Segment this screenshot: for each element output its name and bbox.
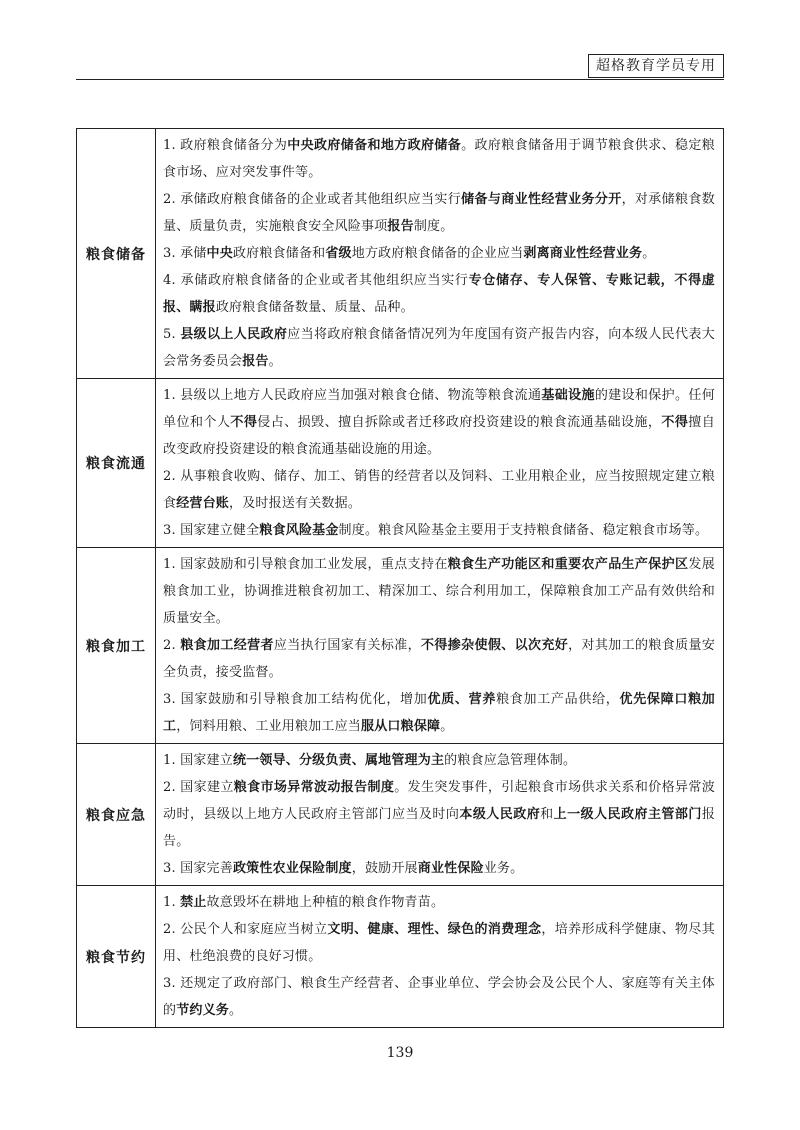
list-item bbox=[163, 186, 715, 240]
category-cell: 粮食流通 bbox=[77, 379, 156, 548]
list-item bbox=[163, 463, 715, 517]
body-text: ，对承储粮食数量、质量负责，实施粮食安全风险事项 bbox=[163, 192, 715, 234]
emphasis-text: 粮食生产功能区和重要农产品生产保护区 bbox=[447, 557, 689, 572]
body-text: 的建设和保护。任何单位和个人 bbox=[163, 388, 715, 430]
list-item bbox=[163, 774, 715, 855]
body-text: 应当将政府粮食储备情况列为年度国有资产报告内容，向本级人民代表大会常务委员会 bbox=[163, 327, 715, 369]
table-row bbox=[77, 744, 724, 886]
body-text: 擅自改变政府投资建设的粮食流通基础设施的用途。 bbox=[163, 415, 715, 457]
body-text: 。政府粮食储备用于调节粮食供求、稳定粮食市场、应对突发事件等。 bbox=[163, 138, 715, 180]
emphasis-text: 报告 bbox=[242, 354, 269, 369]
list-item bbox=[163, 889, 715, 916]
list-item bbox=[163, 132, 715, 186]
emphasis-text: 剥离商业性经营业务 bbox=[523, 246, 643, 261]
emphasis-text: 不得 bbox=[661, 415, 689, 430]
category-cell: 粮食加工 bbox=[77, 548, 156, 744]
emphasis-text: 中央 bbox=[206, 246, 233, 261]
emphasis-text: 上一级人民政府主管部门 bbox=[553, 807, 702, 822]
body-text: 政府粮食储备数量、质量、品种。 bbox=[215, 300, 414, 315]
body-text: 。 bbox=[440, 719, 454, 734]
list-item bbox=[163, 970, 715, 1024]
body-text: 粮食加工产品供给， bbox=[496, 692, 620, 707]
category-cell: 粮食储备 bbox=[77, 129, 156, 379]
body-text: 发展粮食加工业，协调推进粮食初加工、精深加工、综合利用加工，保障粮食加工产品有效供给和质量安全。 bbox=[163, 557, 715, 626]
category-cell: 粮食节约 bbox=[77, 886, 156, 1028]
header-divider bbox=[76, 79, 724, 80]
body-text: 业务。 bbox=[483, 861, 524, 876]
content-cell bbox=[156, 744, 724, 886]
table-row bbox=[77, 129, 724, 379]
body-text: 制度。 bbox=[413, 219, 454, 234]
table-body bbox=[77, 129, 724, 1028]
emphasis-text: 节约义务 bbox=[176, 1003, 230, 1018]
body-text: 3. 国家完善 bbox=[163, 861, 233, 876]
emphasis-text: 省级 bbox=[325, 246, 352, 261]
list-item bbox=[163, 747, 715, 774]
emphasis-text: 政策性农业保险制度 bbox=[232, 861, 352, 876]
content-cell bbox=[156, 886, 724, 1028]
emphasis-text: 粮食加工经营者 bbox=[180, 638, 274, 653]
body-text: 1. 国家建立 bbox=[163, 753, 233, 768]
body-text: 。 bbox=[642, 246, 656, 261]
body-text: 地方政府粮食储备的企业应当 bbox=[351, 246, 524, 261]
emphasis-text: 储备与商业性经营业务分开 bbox=[461, 192, 622, 207]
emphasis-text: 禁止 bbox=[180, 895, 207, 910]
emphasis-text: 服从口粮保障 bbox=[361, 719, 441, 734]
body-text: 1. 国家鼓励和引导粮食加工业发展，重点支持在 bbox=[163, 557, 448, 572]
body-text: ，培养形成科学健康、物尽其用、杜绝浪费的良好习惯。 bbox=[163, 922, 715, 964]
emphasis-text: 商业性保险 bbox=[417, 861, 484, 876]
list-item bbox=[163, 240, 715, 267]
body-text: 制度。粮食风险基金主要用于支持粮食储备、稳定粮食市场等。 bbox=[338, 523, 709, 538]
emphasis-text: 专仓储存、专人保管、专账记载，不得虚报、瞒报 bbox=[163, 273, 715, 315]
emphasis-text: 不得掺杂使假、以次充好 bbox=[421, 638, 569, 653]
body-text: 2. 国家建立 bbox=[163, 780, 234, 795]
body-text: 。 bbox=[268, 354, 282, 369]
body-text: 。发生突发事件，引起粮食市场供求关系和价格异常波动时，县级以上地方人民政府主管部门应当及时向 bbox=[163, 780, 715, 822]
table-row bbox=[77, 886, 724, 1028]
table-row bbox=[77, 379, 724, 548]
list-item bbox=[163, 916, 715, 970]
body-text: ，饲料用粮、工业用粮加工应当 bbox=[176, 719, 362, 734]
emphasis-text: 优质、营养 bbox=[427, 692, 497, 707]
list-item bbox=[163, 686, 715, 740]
body-text: ，鼓励开展 bbox=[351, 861, 418, 876]
body-text: 故意毁坏在耕地上种植的粮食作物青苗。 bbox=[206, 895, 445, 910]
body-text: 2. 公民个人和家庭应当树立 bbox=[163, 922, 328, 937]
body-text: 报告。 bbox=[163, 807, 716, 849]
body-text: 和 bbox=[540, 807, 554, 822]
list-item bbox=[163, 517, 715, 544]
list-item bbox=[163, 632, 715, 686]
list-item bbox=[163, 267, 715, 321]
category-cell: 粮食应急 bbox=[77, 744, 156, 886]
emphasis-text: 粮食风险基金 bbox=[259, 523, 339, 538]
list-item bbox=[163, 321, 715, 375]
list-item bbox=[163, 551, 715, 632]
table-row bbox=[77, 548, 724, 744]
body-text: 4. 承储政府粮食储备的企业或者其他组织应当实行 bbox=[163, 273, 469, 288]
body-text: ，对其加工的粮食质量安全负责，接受监督。 bbox=[163, 638, 716, 680]
body-text: 2. 承储政府粮食储备的企业或者其他组织应当实行 bbox=[163, 192, 462, 207]
page-number: 139 bbox=[386, 1045, 414, 1061]
emphasis-text: 优先保障口粮加工 bbox=[163, 692, 715, 734]
body-text: 3. 还规定了政府部门、粮食生产经营者、企事业单位、学会协会及公民个人、家庭等有关主体的 bbox=[163, 976, 715, 1018]
body-text: 。 bbox=[229, 1003, 243, 1018]
content-cell bbox=[156, 129, 724, 379]
body-text: 政府粮食储备和 bbox=[232, 246, 326, 261]
emphasis-text: 县级以上人民政府 bbox=[180, 327, 288, 342]
body-text: 1. 县级以上地方人民政府应当加强对粮食仓储、物流等粮食流通 bbox=[163, 388, 542, 403]
content-cell bbox=[156, 548, 724, 744]
list-item bbox=[163, 382, 715, 463]
body-text: 2. bbox=[163, 638, 181, 653]
emphasis-text: 中央政府储备和地方政府储备 bbox=[287, 138, 462, 153]
emphasis-text: 报告 bbox=[387, 219, 414, 234]
emphasis-text: 本级人民政府 bbox=[459, 807, 541, 822]
list-item bbox=[163, 855, 715, 882]
usage-badge: 超格教育学员专用 bbox=[588, 54, 724, 78]
emphasis-text: 粮食市场异常波动报告制度 bbox=[233, 780, 395, 795]
body-text: 3. 国家鼓励和引导粮食加工结构优化，增加 bbox=[163, 692, 428, 707]
body-text: 3. 国家建立健全 bbox=[163, 523, 260, 538]
body-text: 3. 承储 bbox=[163, 246, 207, 261]
emphasis-text: 基础设施 bbox=[541, 388, 595, 403]
body-text: 2. 从事粮食收购、储存、加工、销售的经营者以及饲料、工业用粮企业，应当按照规定建立粮食 bbox=[163, 469, 715, 511]
body-text: ，及时报送有关数据。 bbox=[229, 496, 362, 511]
body-text: 的粮食应急管理体制。 bbox=[444, 753, 577, 768]
emphasis-text: 不得 bbox=[230, 415, 258, 430]
body-text: 侵占、损毁、擅自拆除或者迁移政府投资建设的粮食流通基础设施， bbox=[257, 415, 662, 430]
body-text: 1. 政府粮食储备分为 bbox=[163, 138, 288, 153]
emphasis-text: 文明、健康、理性、绿色的消费理念 bbox=[327, 922, 542, 937]
body-text: 5. bbox=[163, 327, 181, 342]
content-cell bbox=[156, 379, 724, 548]
emphasis-text: 经营台账 bbox=[176, 496, 230, 511]
body-text: 1. bbox=[163, 895, 181, 910]
emphasis-text: 统一领导、分级负责、属地管理为主 bbox=[232, 753, 445, 768]
body-text: 应当执行国家有关标准， bbox=[273, 638, 422, 653]
law-summary-table bbox=[76, 128, 724, 1028]
